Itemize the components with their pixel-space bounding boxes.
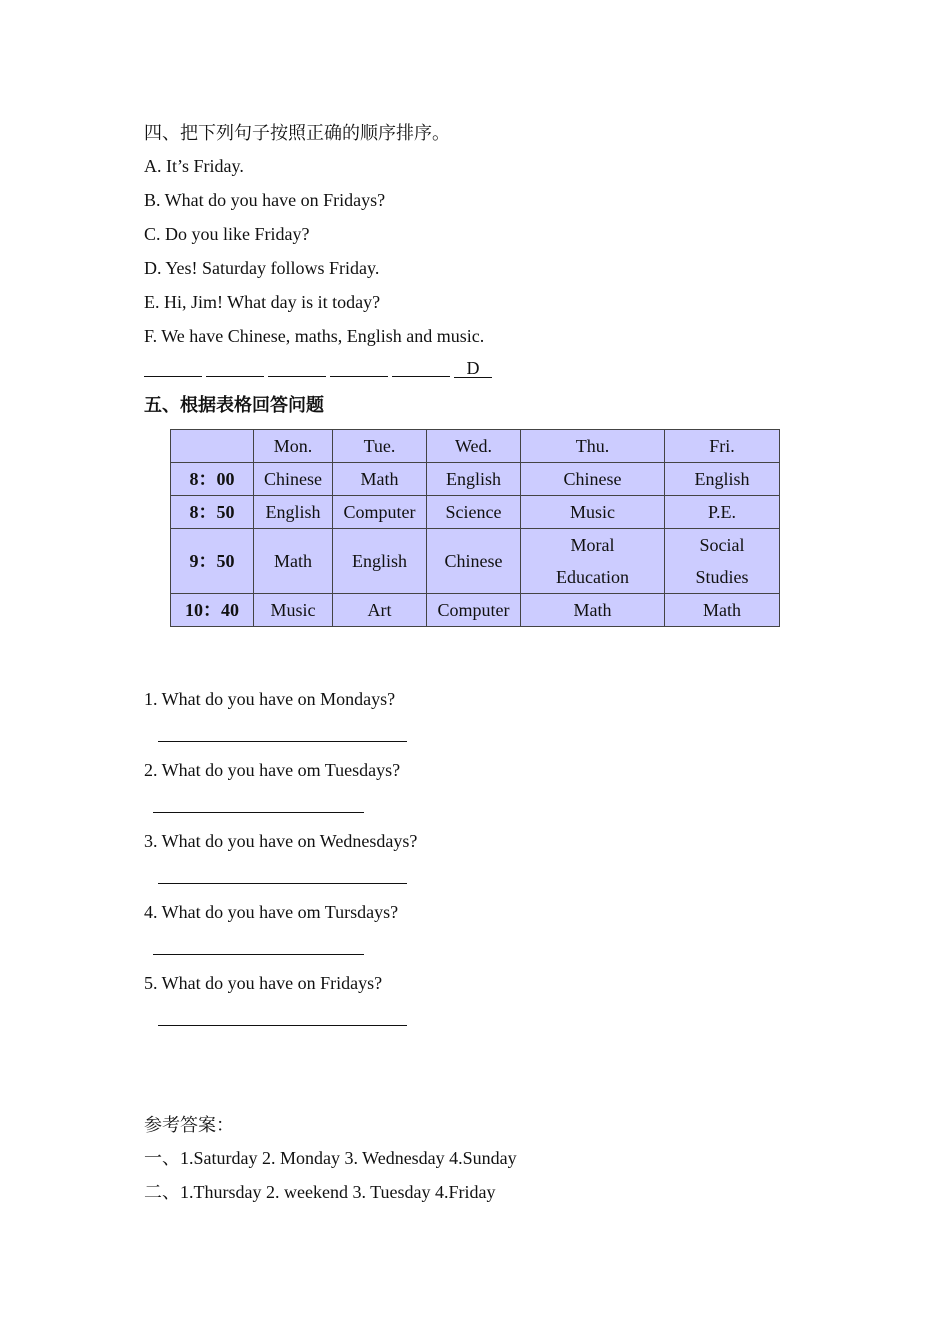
header-cell: Tue.	[333, 430, 427, 463]
sentence-b: B. What do you have on Fridays?	[144, 190, 386, 210]
sentence-f: F. We have Chinese, maths, English and music.	[144, 326, 485, 346]
table-cell: Music	[521, 496, 665, 529]
time-cell: 9：50	[171, 529, 254, 594]
answer-key-line-1: 一、1.Saturday 2. Monday 3. Wednesday 4.Sunday	[144, 1148, 517, 1168]
answer-line-4[interactable]	[153, 954, 364, 955]
table-cell: Math	[254, 529, 333, 594]
table-row	[171, 496, 780, 529]
order-answer-blanks	[144, 356, 492, 380]
table-row	[171, 529, 780, 594]
table-cell	[665, 529, 780, 594]
order-blank[interactable]	[392, 356, 450, 377]
table-cell: Math	[665, 594, 780, 627]
order-blank[interactable]	[206, 356, 264, 377]
order-blank[interactable]	[330, 356, 388, 377]
table-cell: Chinese	[521, 463, 665, 496]
header-cell: Wed.	[427, 430, 521, 463]
table-cell: English	[333, 529, 427, 594]
answer-line-5[interactable]	[158, 1025, 407, 1026]
schedule-table	[170, 429, 780, 627]
header-cell	[171, 430, 254, 463]
answer-line-2[interactable]	[153, 812, 364, 813]
table-cell: Music	[254, 594, 333, 627]
table-cell: English	[427, 463, 521, 496]
table-cell: Computer	[427, 594, 521, 627]
table-row	[171, 463, 780, 496]
sentence-a: A. It’s Friday.	[144, 156, 244, 176]
table-cell: English	[254, 496, 333, 529]
question-5: 5. What do you have on Fridays?	[144, 973, 383, 993]
question-3: 3. What do you have on Wednesdays?	[144, 831, 418, 851]
table-cell: Science	[427, 496, 521, 529]
order-given-answer: D	[454, 356, 492, 378]
table-cell: Computer	[333, 496, 427, 529]
sentence-e: E. Hi, Jim! What day is it today?	[144, 292, 381, 312]
time-cell: 8：50	[171, 496, 254, 529]
answer-line-3[interactable]	[158, 883, 407, 884]
header-cell: Fri.	[665, 430, 780, 463]
table-cell-text: Social Studies	[695, 535, 749, 587]
time-cell: 8：00	[171, 463, 254, 496]
header-cell: Mon.	[254, 430, 333, 463]
time-cell: 10：40	[171, 594, 254, 627]
sentence-c: C. Do you like Friday?	[144, 224, 310, 244]
header-cell: Thu.	[521, 430, 665, 463]
answer-line-1[interactable]	[158, 741, 407, 742]
table-cell: Art	[333, 594, 427, 627]
answer-key-title: 参考答案：	[144, 1115, 234, 1135]
table-cell: Chinese	[254, 463, 333, 496]
section-5-title: 五、根据表格回答问题	[144, 395, 324, 415]
section-4-title: 四、把下列句子按照正确的顺序排序。	[144, 123, 450, 143]
table-cell: Math	[521, 594, 665, 627]
order-blank[interactable]	[268, 356, 326, 377]
table-cell	[521, 529, 665, 594]
table-row	[171, 594, 780, 627]
table-header-row	[171, 430, 780, 463]
table-cell: Math	[333, 463, 427, 496]
question-1: 1. What do you have on Mondays?	[144, 689, 396, 709]
question-2: 2. What do you have om Tuesdays?	[144, 760, 401, 780]
table-cell: Chinese	[427, 529, 521, 594]
table-cell: English	[665, 463, 780, 496]
sentence-d: D. Yes! Saturday follows Friday.	[144, 258, 380, 278]
table-cell-text: Moral Education	[556, 535, 629, 587]
table-cell: P.E.	[665, 496, 780, 529]
order-blank[interactable]	[144, 356, 202, 377]
question-4: 4. What do you have om Tursdays?	[144, 902, 399, 922]
answer-key-line-2: 二、1.Thursday 2. weekend 3. Tuesday 4.Friday	[144, 1182, 496, 1202]
